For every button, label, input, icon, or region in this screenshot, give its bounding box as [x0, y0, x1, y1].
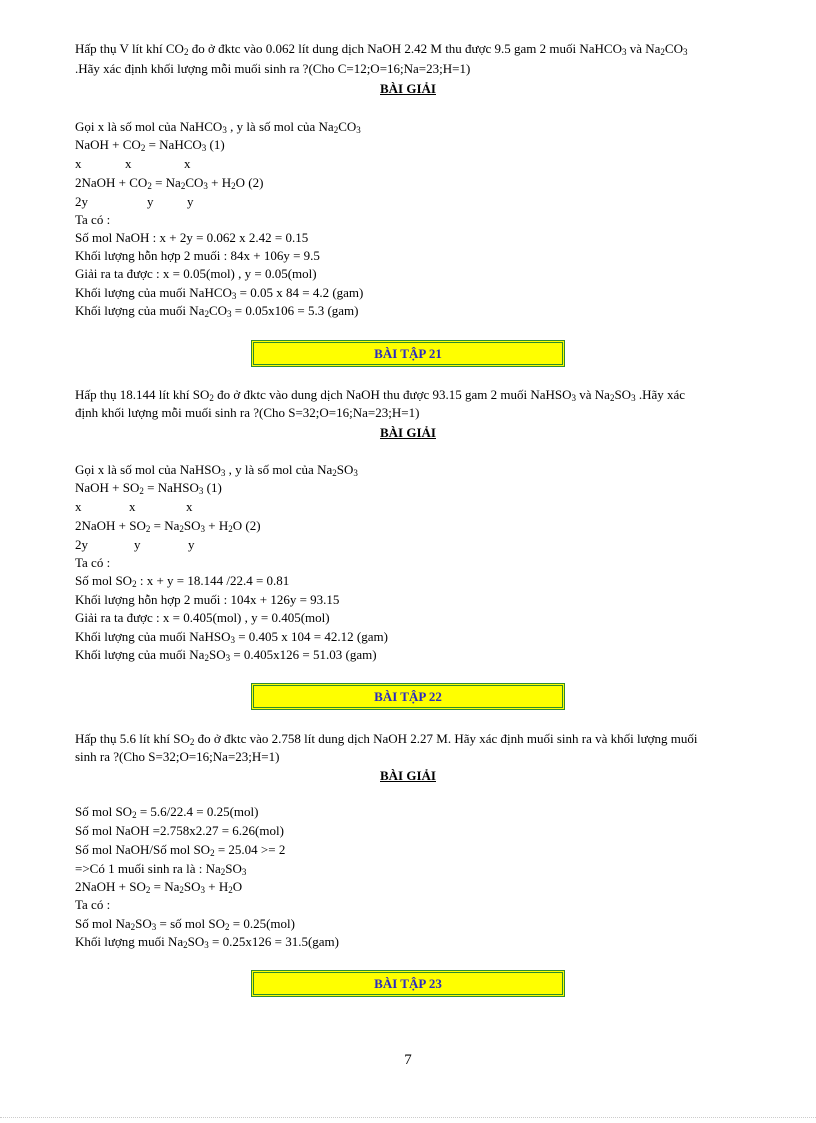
solution-line: Gọi x là số mol của NaHCO$_3$ , y là số mol của $Na_2CO_3$	[75, 119, 361, 135]
mole-value: x	[186, 499, 193, 514]
mole-value: 2y	[75, 194, 88, 209]
equation-line: NaOH + $CO_2$ = NaHCO$_3$ (1)	[75, 137, 225, 153]
solution-line: Số mol NaOH =2.758x2.27 = 6.26(mol)	[75, 823, 284, 838]
solution-line: =>Có 1 muối sinh ra là : $Na_2SO_3$	[75, 861, 247, 877]
exercise-banner: BÀI TẬP 23	[251, 970, 565, 997]
problem-text-line: Hấp thụ 5.6 lít khí $SO_2$ đo ở đktc vào 2.758 lít dung dịch NaOH 2.27 M. Hãy xác định muối sinh ra và khối lượng muối	[75, 731, 698, 747]
solution-line: Ta có :	[75, 212, 111, 227]
solution-line: Ta có :	[75, 897, 111, 912]
exercise-banner: BÀI TẬP 21	[251, 340, 565, 367]
solution-line: Khối lượng hỗn hợp 2 muối : 104x + 126y = 93.15	[75, 592, 340, 607]
mole-row	[75, 193, 194, 211]
mole-value: y	[134, 537, 141, 552]
mole-value: x	[75, 499, 82, 514]
solution-line: Giải ra ta được : x = 0.405(mol) , y = 0.405(mol)	[75, 610, 330, 625]
mole-value: x	[75, 156, 82, 171]
equation-line: 2NaOH + $SO_2 = Na_2SO_3 + H_2O$ (2)	[75, 518, 261, 534]
solution-line: Khối lượng muối $Na_2SO_3 = 0.25x126 = 31.5(gam)$	[75, 934, 339, 950]
equation-line: 2NaOH + $CO_2 = Na_2CO_3 + H_2O$ (2)	[75, 175, 264, 191]
solution-line: Số mol $Na_2SO_3$ = số mol $SO_2 = 0.25(mol)$	[75, 916, 295, 932]
solution-line: Khối lượng của muối NaHCO$_3$ = 0.05 x 84 = 4.2 (gam)	[75, 285, 364, 301]
solution-line: Khối lượng của muối $Na_2SO_3 = 0.405x126 = 51.03$ (gam)	[75, 647, 377, 663]
solution-line: Gọi x là số mol của NaHSO$_3$ , y là số mol của $Na_2SO_3$	[75, 462, 358, 478]
problem-text-line: Hấp thụ 18.144 lít khí $SO_2$ đo ở đktc vào dung dịch NaOH thu được 93.15 gam 2 muối NaHSO$_3$ và $Na_2SO_3$ .Hãy xác	[75, 387, 686, 403]
equation-line: 2NaOH + $SO_2 = Na_2SO_3 + H_2O$	[75, 879, 243, 895]
solution-line: Khối lượng của muối NaHSO$_3$ = 0.405 x 104 = 42.12 (gam)	[75, 629, 388, 645]
solution-line: Giải ra ta được : x = 0.05(mol) , y = 0.05(mol)	[75, 266, 317, 281]
mole-row	[75, 536, 195, 554]
page-number: 7	[404, 1052, 412, 1068]
mole-value: 2y	[75, 537, 88, 552]
solution-line: Số mol $SO_2 = 5.6/22.4 = 0.25(mol)$	[75, 804, 259, 820]
problem-text-line: Hấp thụ V lít khí $CO_2$ đo ở đktc vào 0.062 lít dung dịch NaOH 2.42 M thu được 9.5 gam 2 muối NaHCO$_3$ và $Na_2CO_3$	[75, 41, 688, 57]
equation-line: NaOH + $SO_2$ = NaHSO$_3$ (1)	[75, 480, 222, 496]
solution-line: Số mol $SO_2$ : x + y = 18.144 /22.4 = 0.81	[75, 573, 290, 589]
problem-text-line: định khối lượng mỗi muối sinh ra ?(Cho S=32;O=16;Na=23;H=1)	[75, 405, 420, 420]
solution-line: Khối lượng của muối $Na_2CO_3 = 0.05x106 = 5.3$ (gam)	[75, 303, 359, 319]
mole-value: x	[129, 499, 136, 514]
mole-value: y	[187, 194, 194, 209]
solution-line: Ta có :	[75, 555, 111, 570]
exercise-banner: BÀI TẬP 22	[251, 683, 565, 710]
solution-heading: BÀI GIẢI	[380, 425, 436, 440]
mole-value: y	[147, 194, 154, 209]
solution-heading: BÀI GIẢI	[380, 81, 436, 96]
mole-row	[75, 498, 193, 516]
solution-line: Số mol NaOH/Số mol $SO_2 = 25.04 >= 2$	[75, 842, 286, 858]
mole-value: x	[125, 156, 132, 171]
solution-line: Số mol NaOH : x + 2y = 0.062 x 2.42 = 0.15	[75, 230, 309, 245]
solution-heading: BÀI GIẢI	[380, 768, 436, 783]
mole-row	[75, 155, 191, 173]
solution-line: Khối lượng hỗn hợp 2 muối : 84x + 106y = 9.5	[75, 248, 320, 263]
mole-value: y	[188, 537, 195, 552]
mole-value: x	[184, 156, 191, 171]
problem-text-line: sinh ra ?(Cho S=32;O=16;Na=23;H=1)	[75, 749, 280, 764]
page-footer-rule	[0, 1117, 816, 1118]
problem-text-line: .Hãy xác định khối lượng mỗi muối sinh ra ?(Cho C=12;O=16;Na=23;H=1)	[75, 61, 471, 76]
